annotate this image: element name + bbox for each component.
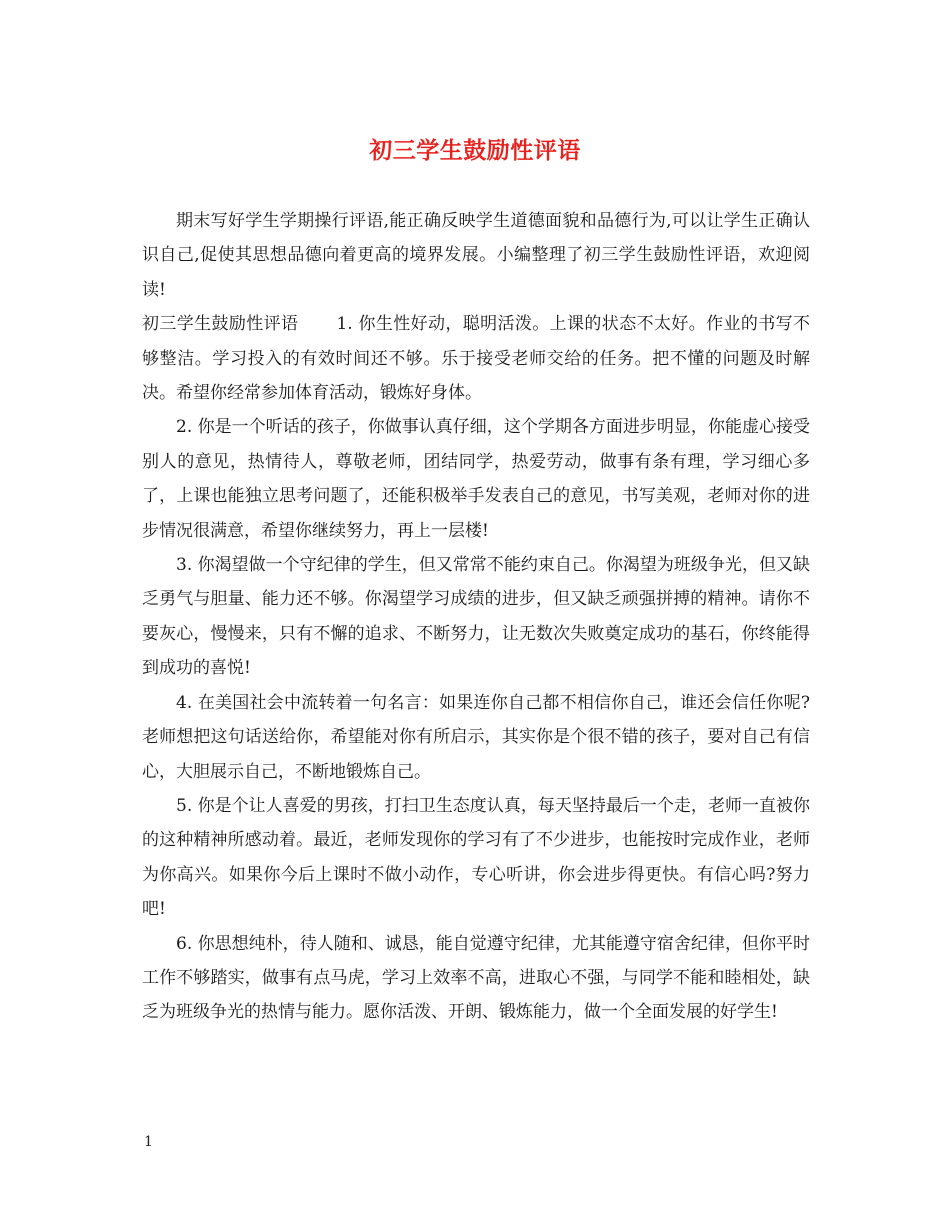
comment-paragraph-3: 3. 你渴望做一个守纪律的学生，但又常常不能约束自己。你渴望为班级争光，但又缺乏勇气与胆量、能力还不够。你渴望学习成绩的进步，但又缺乏顽强拼搏的精神。请你不要灰心，慢慢来，只有不懈的追求、不断努力，让无数次失败奠定成功的基石，你终能得到成功的喜悦! <box>142 555 810 679</box>
document-body <box>142 204 810 1030</box>
comment-paragraph-5: 5. 你是个让人喜爱的男孩，打扫卫生态度认真，每天坚持最后一个走，老师一直被你的这种精神所感动着。最近，老师发现你的学习有了不少进步，也能按时完成作业，老师为你高兴。如果你今后上课时不做小动作，专心听讲，你会进步得更快。有信心吗?努力吧! <box>142 795 810 920</box>
intro-paragraph: 期末写好学生学期操行评语,能正确反映学生道德面貌和品德行为,可以让学生正确认识自己,促使其思想品德向着更高的境界发展。小编整理了初三学生鼓励性评语，欢迎阅读! <box>142 211 810 300</box>
comment-paragraph-2: 2. 你是一个听话的孩子，你做事认真仔细，这个学期各方面进步明显，你能虚心接受别人的意见，热情待人，尊敬老师，团结同学，热爱劳动，做事有条有理，学习细心多了，上课也能独立思考问题了，还能积极举手发表自己的意见，书写美观，老师对你的进步情况很满意，希望你继续努力，再上一层楼! <box>142 417 810 541</box>
page-number: 1 <box>144 1134 153 1150</box>
comment-paragraph-6: 6. 你思想纯朴，待人随和、诚恳，能自觉遵守纪律，尤其能遵守宿舍纪律，但你平时工作不够踏实，做事有点马虎，学习上效率不高，进取心不强，与同学不能和睦相处，缺乏为班级争光的热情与能力。愿你活泼、开朗、锻炼能力，做一个全面发展的好学生! <box>142 933 810 1023</box>
comment-text-1: 1. 你生性好动，聪明活泼。上课的状态不太好。作业的书写不够整洁。学习投入的有效时间还不够。乐于接受老师交给的任务。把不懂的问题及时解决。希望你经常参加体育活动，锻炼好身体。 <box>142 314 811 404</box>
document-title: 初三学生鼓励性评语 <box>369 137 581 164</box>
comment-paragraph-1 <box>142 307 810 410</box>
section-heading: 初三学生鼓励性评语 <box>142 314 299 335</box>
comment-paragraph-4: 4. 在美国社会中流转着一句名言：如果连你自己都不相信你自己，谁还会信任你呢?老师想把这句话送给你，希望能对你有所启示，其实你是个很不错的孩子，要对自己有信心，大胆展示自己，不断地锻炼自己。 <box>142 692 810 782</box>
